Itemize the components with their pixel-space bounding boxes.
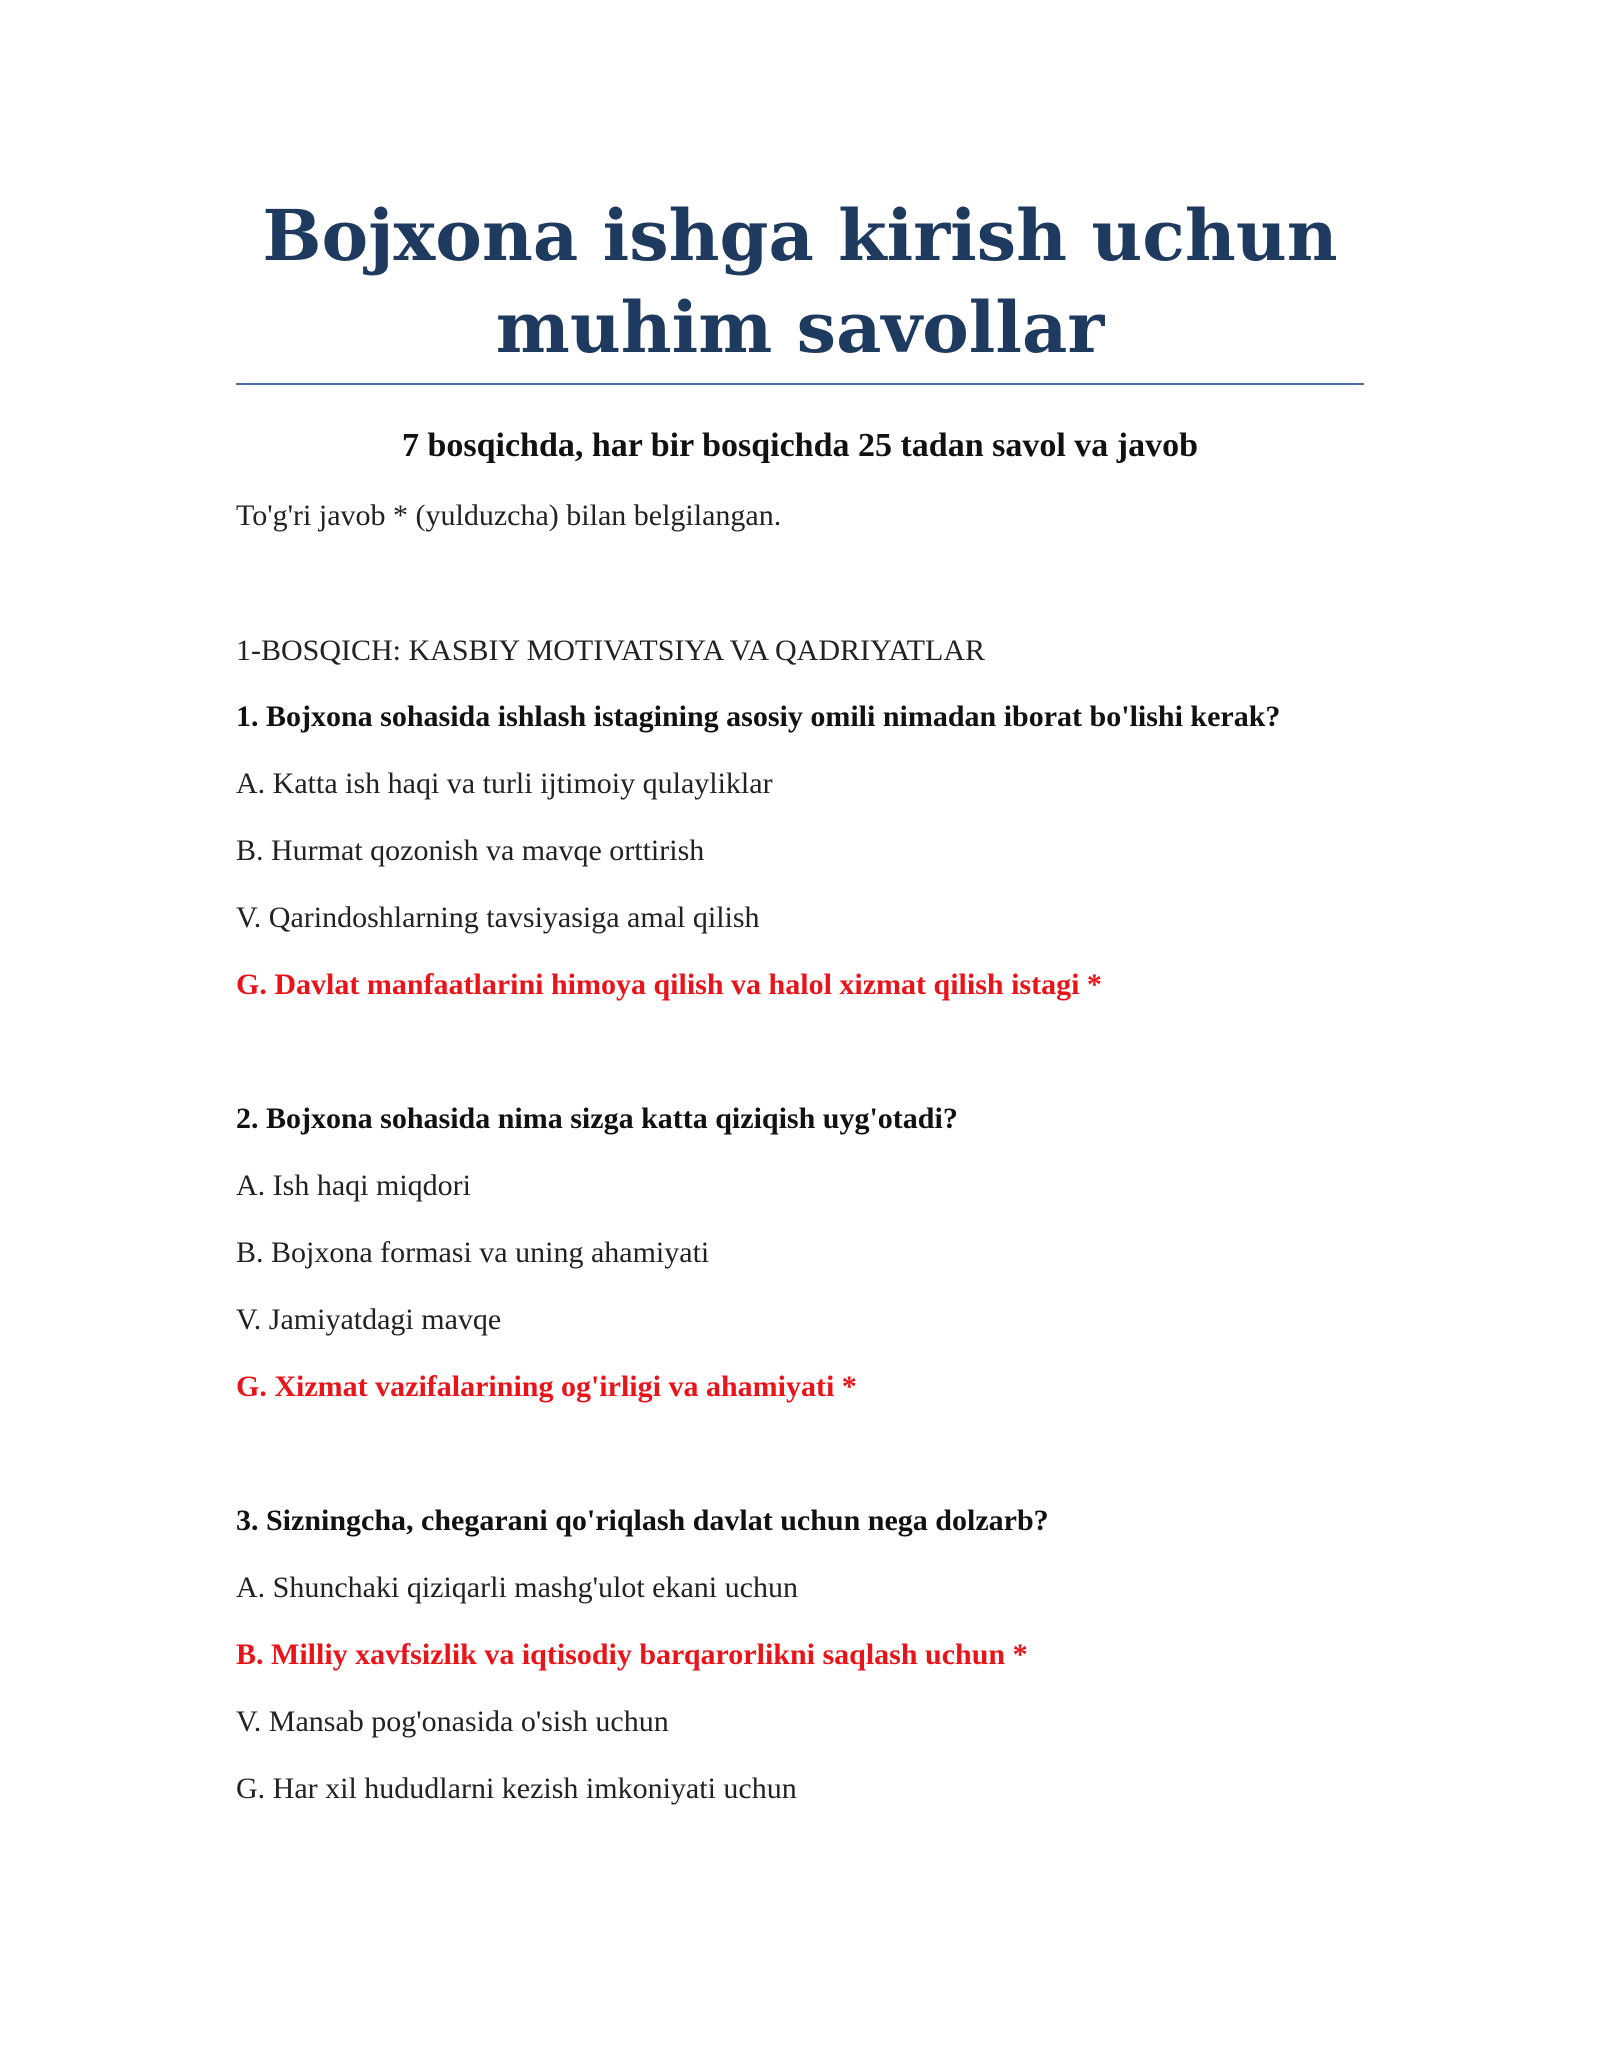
question-2-option-a: A. Ish haqi miqdori [236, 1169, 471, 1202]
document-title [236, 190, 1364, 374]
question-2: 2. Bojxona sohasida nima sizga katta qiziqish uyg'otadi? [236, 1102, 958, 1135]
question-2-option-v: V. Jamiyatdagi mavqe [236, 1303, 502, 1336]
document-title-line-2: muhim savollar [495, 286, 1105, 369]
title-divider [236, 383, 1364, 385]
question-3-option-g: G. Har xil hududlarni kezish imkoniyati uchun [236, 1772, 797, 1805]
document-subtitle: 7 bosqichda, har bir bosqichda 25 tadan savol va javob [401, 427, 1199, 464]
question-3-option-v: V. Mansab pog'onasida o'sish uchun [236, 1705, 669, 1738]
question-1-option-a: A. Katta ish haqi va turli ijtimoiy qulayliklar [236, 767, 773, 800]
question-1-option-v: V. Qarindoshlarning tavsiyasiga amal qilish [236, 901, 760, 934]
answer-key-note: To'g'ri javob * (yulduzcha) bilan belgilangan. [236, 499, 782, 532]
question-2-option-g-correct: G. Xizmat vazifalarining og'irligi va ahamiyati * [236, 1370, 857, 1403]
document-title-line-1: Bojxona ishga kirish uchun [262, 194, 1338, 277]
question-1-option-g-correct: G. Davlat manfaatlarini himoya qilish va halol xizmat qilish istagi * [236, 968, 1102, 1001]
question-3-option-a: A. Shunchaki qiziqarli mashg'ulot ekani uchun [236, 1571, 798, 1604]
question-1: 1. Bojxona sohasida ishlash istagining asosiy omili nimadan iborat bo'lishi kerak? [236, 700, 1281, 733]
stage-heading: 1-BOSQICH: KASBIY MOTIVATSIYA VA QADRIYATLAR [236, 634, 985, 667]
question-3-option-b-correct: B. Milliy xavfsizlik va iqtisodiy barqarorlikni saqlash uchun * [236, 1638, 1028, 1671]
question-2-option-b: B. Bojxona formasi va uning ahamiyati [236, 1236, 710, 1269]
question-3: 3. Sizningcha, chegarani qo'riqlash davlat uchun nega dolzarb? [236, 1504, 1049, 1537]
question-1-option-b: B. Hurmat qozonish va mavqe orttirish [236, 834, 705, 867]
